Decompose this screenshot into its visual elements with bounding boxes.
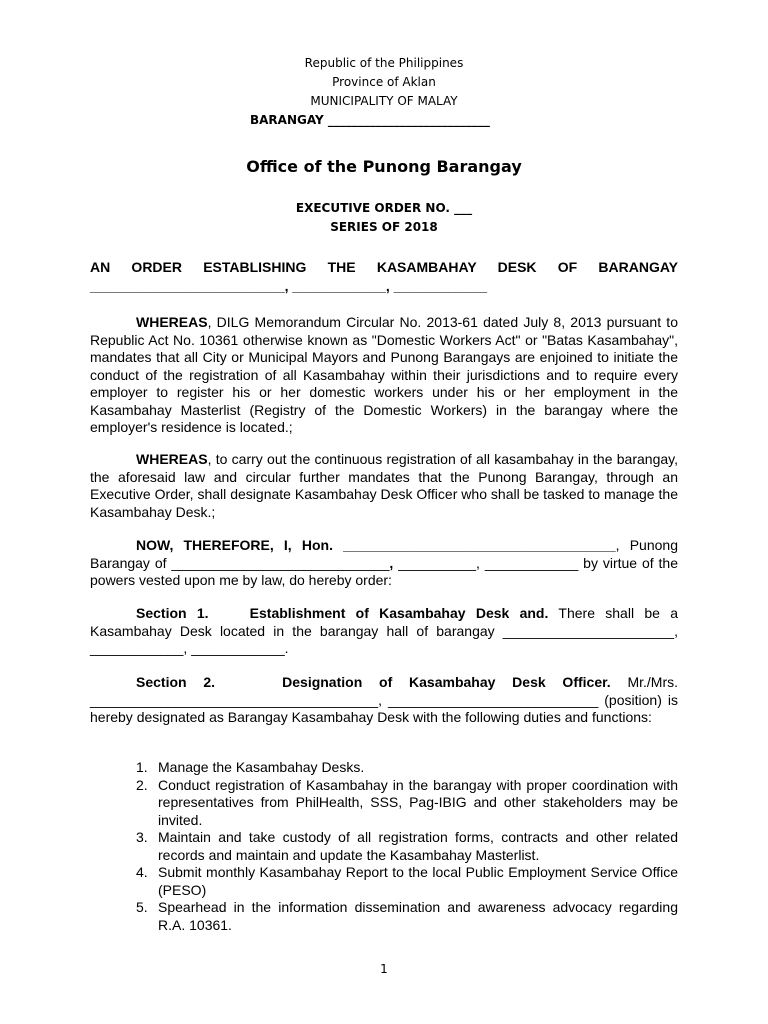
list-item-text: Submit monthly Kasambahay Report to the local Public Employment Service Office (PESO) [158,864,678,898]
page-number: 1 [380,962,388,976]
list-item-number: 4. [136,864,148,880]
whereas-text: , DILG Memorandum Circular No. 2013-61 dated July 8, 2013 pursuant to Republic Act No. 10361 otherwise known as "Domestic Workers Act" or "Batas Kasambahay", mandates that all City or Municipal Mayors and Punong Barangays are enjoined to initiate the conduct of the registration of all Kasambahay within their jurisdictions and to require every employer to register his or her domestic workers under his or her employment in the Kasambahay Masterlist (Registry of the Domestic Workers) in the barangay where the employer's residence is located.; [90,314,678,435]
section-2-paragraph [90,674,678,727]
list-item-number: 5. [136,899,148,915]
list-item-text: Maintain and take custody of all registration forms, contracts and other related records and maintain and update the Kasambahay Masterlist. [158,829,678,863]
whereas-label: WHEREAS [136,451,208,467]
section-1-paragraph [90,605,678,658]
list-item-text: Manage the Kasambahay Desks. [158,759,365,775]
list-item [90,864,678,899]
list-item [90,899,678,934]
now-therefore-paragraph [90,537,678,590]
list-item-number: 1. [136,759,148,775]
order-title-line1: AN ORDER ESTABLISHING THE KASAMBAHAY DESK OF BARANGAY [90,259,678,275]
list-item [90,829,678,864]
whereas-paragraph-2 [90,451,678,521]
hon-label: , Hon. [287,537,333,553]
now-therefore-label: NOW, THEREFORE, I [136,537,288,553]
header-municipality: MUNICIPALITY OF MALAY [310,94,458,108]
section-1-text: There shall be a Kasambahay Desk located in the barangay hall of barangay ______________________, ____________, ____________. [90,605,679,656]
list-item [90,759,678,777]
executive-order-number: EXECUTIVE ORDER NO. ___ [295,201,473,215]
list-item-text: Conduct registration of Kasambahay in the barangay with proper coordination with representatives from PhilHealth, SSS, Pag-IBIG and other stakeholders may be invited. [158,776,678,828]
header-barangay: BARANGAY ___________________________ [250,113,490,127]
duties-list [90,759,678,934]
whereas-paragraph-1 [90,314,678,437]
now-therefore-text-1: , Punong Barangay of ____________________________ [90,537,678,571]
name-blank: ___________________________________ [332,537,616,553]
list-item [90,777,678,830]
whereas-text: , to carry out the continuous registration of all kasambahay in the barangay, the aforesaid law and circular further mandates that the Punong Barangay, through an Executive Order, shall designate Kasambahay Desk Officer who shall be tasked to manage the Kasambahay Desk.; [90,451,678,520]
list-item-text: Spearhead in the information dissemination and awareness advocacy regarding R.A. 10361. [158,899,678,933]
bold-comma: , [389,554,394,571]
header-province: Province of Aklan [332,75,436,89]
series-year: SERIES OF 2018 [330,220,438,234]
section-2-heading: Section 2. Designation of Kasambahay Desk Officer. [136,674,611,690]
office-title: Office of the Punong Barangay [246,157,522,176]
header-republic: Republic of the Philippines [304,56,464,70]
order-title-line2: _________________________, ____________, ____________ [90,278,488,294]
whereas-label: WHEREAS [136,314,208,330]
section-2-text: Mr./Mrs. _____________________________________, ___________________________ (position) is hereby designated as Barangay Kasambahay Desk with the following duties and functions: [90,674,678,725]
now-therefore-text-2: __________, ____________ by virtue of the powers vested upon me by law, do hereby order: [90,554,678,588]
section-1-heading: Section 1. Establishment of Kasambahay Desk and. [136,605,549,621]
list-item-number: 3. [136,829,148,845]
list-item-number: 2. [136,776,148,793]
